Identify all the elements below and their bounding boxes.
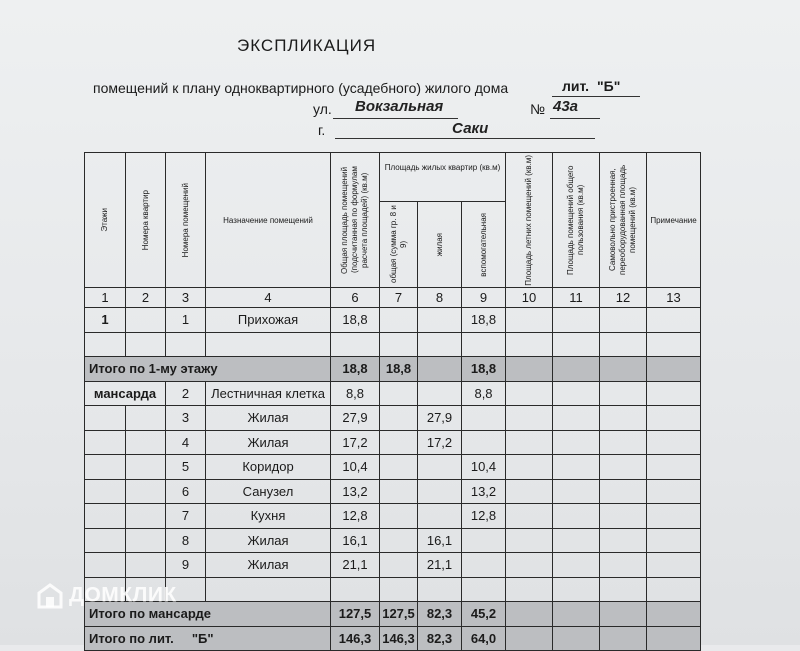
lit-label: лит. (562, 78, 590, 94)
number-value: 43а (553, 98, 579, 115)
col-unauthorized-header: Самовольно пристроенная, переоборудованная площадь помещений (кв.м) (600, 153, 647, 288)
cell-c7 (380, 504, 418, 529)
cell-name: Кухня (206, 504, 331, 529)
cell-c9 (462, 406, 506, 431)
column-number: 7 (380, 288, 418, 308)
cell-c7 (380, 381, 418, 406)
column-number: 11 (553, 288, 600, 308)
cell-c8 (418, 308, 462, 333)
column-number: 10 (506, 288, 553, 308)
cell-c7 (380, 308, 418, 333)
table-row (85, 528, 701, 553)
cell-c7 (380, 553, 418, 578)
cell-name: Жилая (206, 528, 331, 553)
cell-name: Жилая (206, 406, 331, 431)
total-floor1-row (85, 357, 701, 382)
cell-c7 (380, 479, 418, 504)
table-row (85, 504, 701, 529)
col-purpose-header: Назначение помещений (206, 153, 331, 288)
cell-room: 6 (166, 479, 206, 504)
total-floor1-c6: 18,8 (331, 357, 380, 382)
total-floor1-c9: 18,8 (462, 357, 506, 382)
col-summer-header: Площадь летних помещений (кв.м) (506, 153, 553, 288)
cell-c7 (380, 430, 418, 455)
city-value: Саки (452, 120, 489, 137)
cell-c8: 16,1 (418, 528, 462, 553)
cell-c8 (418, 479, 462, 504)
cell-room: 8 (166, 528, 206, 553)
document-title: ЭКСПЛИКАЦИЯ (237, 36, 377, 55)
cell-room: 5 (166, 455, 206, 480)
cell-c7 (380, 406, 418, 431)
house-icon (37, 583, 63, 609)
col-auxiliary-header: вспомогательная (462, 202, 506, 288)
column-number: 8 (418, 288, 462, 308)
table-row (85, 479, 701, 504)
street-underline (333, 118, 458, 119)
total-floor1-label: Итого по 1-му этажу (85, 357, 331, 382)
lit-underline (552, 96, 640, 97)
cell-floor: мансарда (85, 381, 166, 406)
col-living-header: жилая (418, 202, 462, 288)
cell-c6: 18,8 (331, 308, 380, 333)
cell-c6: 12,8 (331, 504, 380, 529)
cell-c8: 17,2 (418, 430, 462, 455)
col-common-header: Площадь помещений общего пользования (кв.м) (553, 153, 600, 288)
cell-room: 2 (166, 381, 206, 406)
cell-c6: 16,1 (331, 528, 380, 553)
cell-c6: 10,4 (331, 455, 380, 480)
table-row (85, 308, 701, 333)
watermark (37, 583, 177, 609)
cell-c6: 21,1 (331, 553, 380, 578)
table-row (85, 406, 701, 431)
cell-c9: 8,8 (462, 381, 506, 406)
header-row (85, 153, 701, 202)
total-mansard-c8: 82,3 (418, 602, 462, 627)
city-label: г. (318, 122, 326, 138)
cell-c6: 17,2 (331, 430, 380, 455)
total-lit-row (85, 626, 701, 651)
cell-c9 (462, 553, 506, 578)
cell-c8 (418, 504, 462, 529)
cell-c9: 13,2 (462, 479, 506, 504)
cell-name: Коридор (206, 455, 331, 480)
total-lit-c8: 82,3 (418, 626, 462, 651)
total-mansard-label: Итого по мансарде (85, 602, 331, 627)
cell-c9 (462, 528, 506, 553)
lit-value: "Б" (597, 78, 621, 94)
total-lit-c7: 146,3 (380, 626, 418, 651)
cell-floor: 1 (85, 308, 126, 333)
column-number: 12 (600, 288, 647, 308)
cell-name: Санузел (206, 479, 331, 504)
column-number: 9 (462, 288, 506, 308)
cell-room: 3 (166, 406, 206, 431)
cell-c8: 27,9 (418, 406, 462, 431)
total-lit-c6: 146,3 (331, 626, 380, 651)
table-row (85, 381, 701, 406)
table-row (85, 553, 701, 578)
cell-room: 7 (166, 504, 206, 529)
cell-c9: 10,4 (462, 455, 506, 480)
column-number: 2 (126, 288, 166, 308)
cell-room: 4 (166, 430, 206, 455)
number-label: № (530, 101, 546, 117)
cell-c8: 21,1 (418, 553, 462, 578)
street-value: Вокзальная (355, 98, 444, 115)
total-floor1-c8 (418, 357, 462, 382)
table-row (85, 455, 701, 480)
col-general-header: общая (сумма гр. 8 и 9) (380, 202, 418, 288)
cell-apt (126, 308, 166, 333)
cell-c9: 18,8 (462, 308, 506, 333)
cell-name: Лестничная клетка (206, 381, 331, 406)
cell-c6: 27,9 (331, 406, 380, 431)
total-lit-label: Итого по лит. "Б" (85, 626, 331, 651)
col-note-header: Примечание (647, 153, 701, 288)
cell-c8 (418, 455, 462, 480)
cell-c7 (380, 528, 418, 553)
cell-c6: 8,8 (331, 381, 380, 406)
col-group-header: Площадь жилых квартир (кв.м) (380, 153, 506, 202)
total-mansard-c9: 45,2 (462, 602, 506, 627)
cell-room: 1 (166, 308, 206, 333)
column-number: 13 (647, 288, 701, 308)
column-number: 3 (166, 288, 206, 308)
total-mansard-c7: 127,5 (380, 602, 418, 627)
col-floor-header: Этажи (85, 153, 126, 288)
column-number: 6 (331, 288, 380, 308)
city-underline (335, 138, 595, 139)
table-row (85, 577, 701, 602)
column-numbers-row (85, 288, 701, 308)
table-row (85, 332, 701, 357)
street-label: ул. (313, 101, 332, 117)
cell-name: Жилая (206, 430, 331, 455)
column-number: 4 (206, 288, 331, 308)
explication-table (84, 152, 701, 651)
cell-c7 (380, 455, 418, 480)
cell-c8 (418, 381, 462, 406)
watermark-text: ДОМКЛИК (69, 583, 177, 607)
subtitle: помещений к плану одноквартирного (усадебного) жилого дома (93, 80, 509, 96)
total-floor1-c7: 18,8 (380, 357, 418, 382)
cell-c6: 13,2 (331, 479, 380, 504)
col-room-header: Номера помещений (166, 153, 206, 288)
cell-c9 (462, 430, 506, 455)
total-mansard-c6: 127,5 (331, 602, 380, 627)
col-apt-header: Номера квартир (126, 153, 166, 288)
table-row (85, 430, 701, 455)
cell-name: Прихожая (206, 308, 331, 333)
total-mansard-row (85, 602, 701, 627)
number-underline (550, 118, 600, 119)
cell-c9: 12,8 (462, 504, 506, 529)
cell-name: Жилая (206, 553, 331, 578)
cell-room: 9 (166, 553, 206, 578)
total-lit-c9: 64,0 (462, 626, 506, 651)
col-total-area-header: Общая площадь помещений (подсчитанная по формулам расчета площадей) (кв.м) (331, 153, 380, 288)
column-number: 1 (85, 288, 126, 308)
